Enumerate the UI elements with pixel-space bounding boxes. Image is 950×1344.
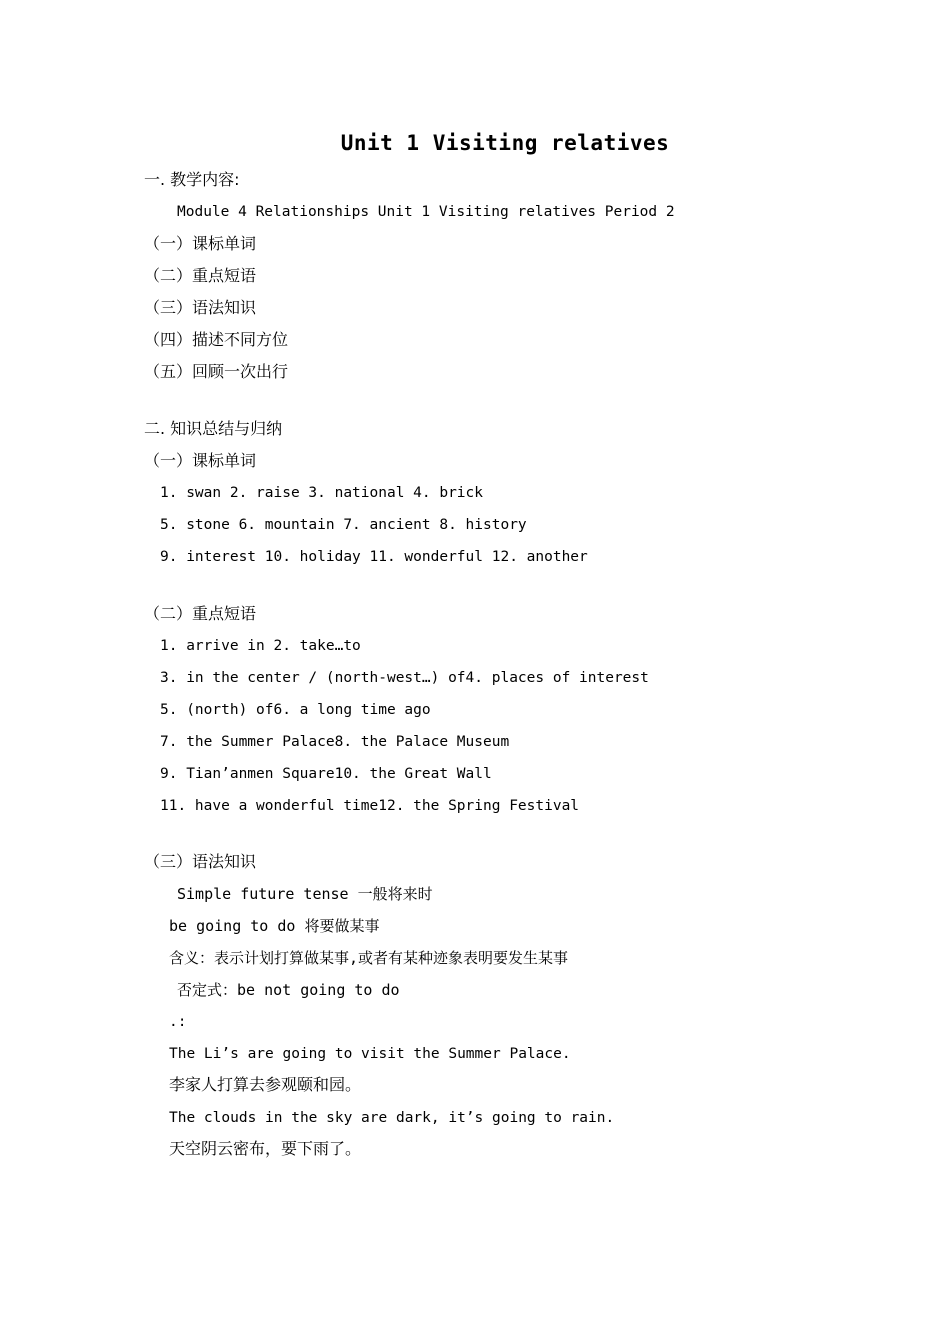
section-2-heading: 二. 知识总结与归纳	[144, 419, 283, 438]
module-line: Module 4 Relationships Unit 1 Visiting relatives Period 2	[177, 204, 675, 220]
grammar-tense: Simple future tense 一般将来时	[177, 885, 433, 903]
page-title: Unit 1 Visiting relatives	[340, 131, 670, 155]
phrase-line: 3. in the center / (north-west…) of4. places of interest	[160, 670, 649, 686]
section-1-item: （二）重点短语	[144, 266, 257, 285]
phrases-heading: （二）重点短语	[144, 604, 257, 623]
section-1-item: （四）描述不同方位	[144, 330, 289, 349]
section-1-heading: 一. 教学内容:	[144, 170, 240, 189]
phrase-line: 5. (north) of6. a long time ago	[160, 702, 431, 718]
phrase-line: 1. arrive in 2. take…to	[160, 638, 361, 654]
example-1-chinese: 李家人打算去参观颐和园。	[169, 1075, 362, 1094]
section-1-item: （一）课标单词	[144, 234, 257, 253]
vocab-line: 1. swan 2. raise 3. national 4. brick	[160, 485, 484, 501]
grammar-heading: （三）语法知识	[144, 852, 257, 871]
section-1-item: （三）语法知识	[144, 298, 257, 317]
grammar-structure: be going to do 将要做某事	[169, 917, 380, 935]
example-2-english: The clouds in the sky are dark, it’s going to rain.	[169, 1110, 615, 1126]
vocab-line: 9. interest 10. holiday 11. wonderful 12. another	[160, 549, 588, 565]
example-2-chinese: 天空阴云密布，要下雨了。	[169, 1139, 362, 1158]
section-1-item: （五）回顾一次出行	[144, 362, 289, 381]
example-1-english: The Li’s are going to visit the Summer Palace.	[169, 1046, 571, 1062]
grammar-negative: 否定式：be not going to do	[177, 981, 400, 999]
phrase-line: 11. have a wonderful time12. the Spring Festival	[160, 798, 580, 814]
examples-label: .:	[169, 1014, 187, 1030]
grammar-meaning: 含义：表示计划打算做某事,或者有某种迹象表明要发生某事	[169, 949, 569, 967]
vocab-line: 5. stone 6. mountain 7. ancient 8. history	[160, 517, 527, 533]
phrase-line: 9. Tian’anmen Square10. the Great Wall	[160, 766, 492, 782]
vocab-heading: （一）课标单词	[144, 451, 257, 470]
phrase-line: 7. the Summer Palace8. the Palace Museum	[160, 734, 510, 750]
